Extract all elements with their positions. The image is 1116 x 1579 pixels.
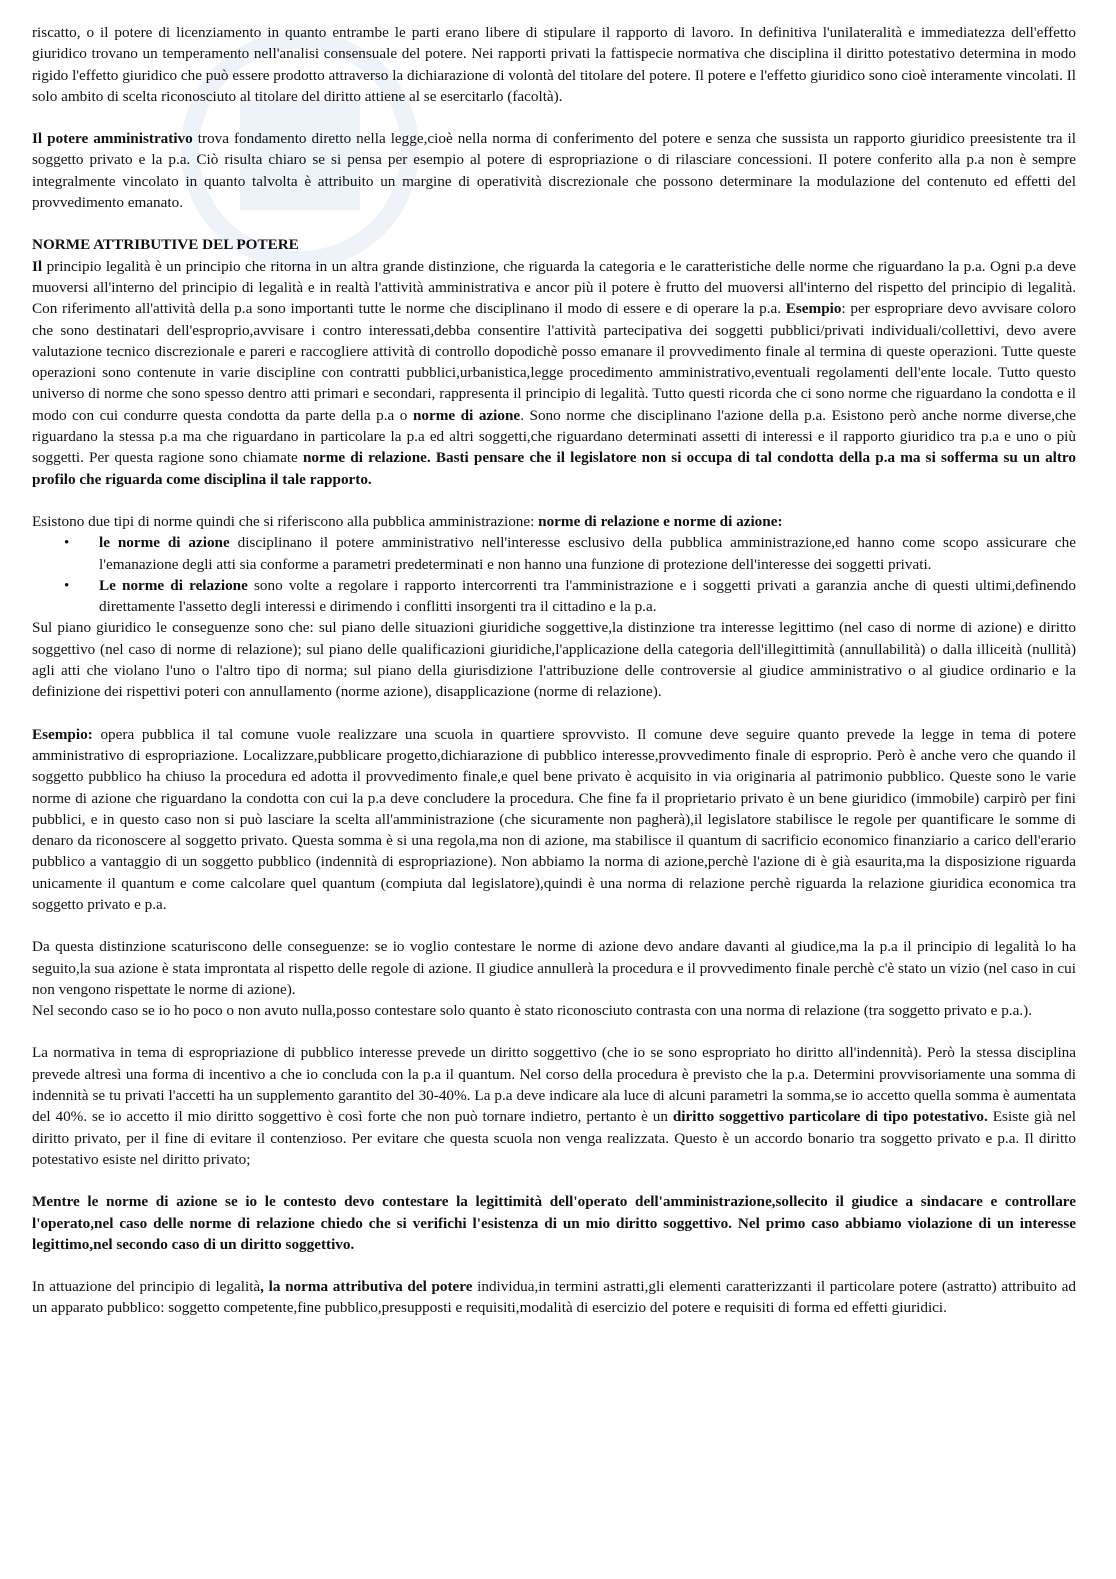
- bold-text: norme di relazione e norme di azione:: [538, 512, 783, 530]
- paragraph-due-tipi-norme: [32, 511, 1076, 532]
- paragraph-piano-giuridico: Sul piano giuridico le conseguenze sono che: sul piano delle situazioni giuridiche soggettive,la distinzione tra interesse legittimo (nel caso di norme di azione) e diritto soggettivo (nel caso di norme di relazione); sul piano delle qualificazioni giuridiche,l'applicazione della categoria dell'illegittimità (annullabilità) o dalla illiceità (nullità) agli atti che violano l'uno o l'altro tipo di norma; sul piano della giurisdizione l'attribuzione delle controversie al giudice amministrativo o al giudice ordinario e la definizione dei rispettivi poteri con annullamento (norme azione), disapplicazione (norme di relazione).: [32, 619, 1076, 701]
- document-page: [32, 22, 1076, 1319]
- section-heading: NORME ATTRIBUTIVE DEL POTERE: [32, 236, 299, 254]
- body-text: La normativa in tema di espropriazione di pubblico interesse prevede un diritto soggettivo (che io se sono espropriato ho diritto all'indennità). Però la stessa disciplina prevede altresì una forma di incentivo a che io concluda con la p.a il quantum. Nel corso della procedura è previsto che la p.a. Determini provvisoriamente una somma di indennità se tu privati l'accetti ha un supplemento garantito del 30-40%. La p.a deve indicare ala luce di alcuni parametri la somma,se io accetto quella somma è aumentata del 40%. se io accetto il mio diritto soggettivo è così forte che non può tornare indietro, pertanto è un: [32, 1044, 1076, 1126]
- paragraph-conseguenze: Da questa distinzione scaturiscono delle conseguenze: se io voglio contestare le norme di azione devo andare davanti al giudice,ma la p.a il principio di legalità lo ha seguito,la sua azione è stata improntata al rispetto delle regole di azione. Il giudice annullerà la procedura e il provvedimento finale perchè c'è stato un vizio (nel caso in cui non vengono rispettate le norme di azione).: [32, 938, 1076, 998]
- bold-text: Esempio: [785, 300, 842, 318]
- bold-text: norme di azione: [412, 406, 521, 424]
- paragraph-espropriazione: [32, 1042, 1076, 1170]
- body-text: individua,in termini astratti,gli elementi caratterizzanti il particolare potere (astratto) attribuito ad un apparato pubblico: soggetto competente,fine pubblico,presupposti e requisiti,modalità di esercizio del potere e requisiti di forma ed effetti giuridici.: [32, 1278, 1076, 1317]
- bold-text: Esempio:: [32, 725, 93, 743]
- body-text: disciplinano il potere amministrativo nell'interesse esclusivo della pubblica amministrazione,ed hanno come scopo assicurare che l'emanazione degli atti sia conforme a parametri predeterminati e non hanno una funzione di protezione dell'interesse dei soggetti privati.: [99, 534, 1076, 573]
- paragraph-potere-amministrativo: [32, 128, 1076, 213]
- bold-text: Il: [32, 257, 43, 275]
- list-item: [32, 575, 1076, 618]
- bold-text: Mentre le norme di azione se io le contesto devo contestare la legittimità dell'operato dell'amministrazione,sollecito il giudice a sindacare e controllare l'operato,nel caso delle norme di relazione chiedo che si verifichi l'esistenza di un mio diritto soggettivo. Nel primo caso abbiamo violazione di un interesse legittimo,nel secondo caso di un diritto soggettivo.: [32, 1193, 1076, 1253]
- bold-text: Le norme di relazione: [99, 576, 248, 594]
- body-text: In attuazione del principio di legalità: [32, 1278, 261, 1296]
- body-text: . Sono norme che disciplinano l'azione della p.a. Esistono però anche norme diverse,che riguardano la stessa p.a ma che riguardano in particolare la p.a ed altri soggetti,che riguardano determinati assetti di interessi e il rapporto giuridico tra p.a e uno o più soggetti. Per questa ragione sono chiamate: [32, 406, 1076, 467]
- bold-text: diritto soggettivo particolare di tipo potestativo.: [672, 1108, 988, 1126]
- paragraph-bold-summary: [32, 1191, 1076, 1255]
- body-text: principio legalità è un principio che ritorna in un altra grande distinzione, che riguarda la categoria e le caratteristiche delle norme che riguardano la p.a. Ogni p.a deve muoversi all'interno del principio di legalità e in realtà l'attività amministrativa e ancor più il potere è frutto del muoversi all'interno del rispetto del principio di legalità. Con riferimento all'attività della p.a sono importanti tutte le norme che disciplinano il modo di essere e di operare la p.a.: [32, 257, 1076, 318]
- paragraph-secondo-caso: Nel secondo caso se io ho poco o non avuto nulla,posso contestare solo quanto è stato riconosciuto contrasta con una norma di relazione (tra soggetto privato e p.a.).: [32, 1002, 1032, 1020]
- norms-bullet-list: [32, 532, 1076, 617]
- bold-text: le norme di azione: [99, 534, 230, 552]
- paragraph-principio-legalita: [32, 256, 1076, 490]
- paragraph-esempio-scuola: [32, 724, 1076, 916]
- bold-text: Il potere amministrativo: [32, 130, 193, 148]
- body-text: opera pubblica il tal comune vuole realizzare una scuola in quartiere sprovvisto. Il comune deve seguire quanto prevede la legge in tema di potere amministrativo di espropriazione. Localizzare,pubblicare progetto,dichiarazione di pubblico interesse,provvedimento finale di esproprio. Però è anche vero che quando il soggetto pubblico ha chiuso la procedura ed adotta il provvedimento finale,e quel bene privato è acquisito in via originaria al patrimonio pubblico. Queste sono le varie norme di azione che riguardano la condotta con cui la p.a deve concludere la procedura. Che fine fa il proprietario privato è un bene giuridico (immobile) carpirò per fini pubblici, e in questo caso non si può lasciare la scelta all'amministrazione (che sicuramente non pagherà),il legislatore stabilisce le regole per quantificare le somme di denaro da riconoscere al soggetto privato. Questa somma è si una regola,ma non di azione, ma stabilisce il quantum di sacrificio economico finanziario a carico dell'erario pubblico a vantaggio di un soggetto pubblico (indennità di espropriazione). Non abbiamo la norma di azione,perchè l'azione di è già esaurita,ma la disposizione riguarda unicamente il quantum e come calcolare quel quantum (compiuta dal legislatore),quindi è una norma di relazione perchè riguarda la relazione giuridica economica tra soggetto privato e p.a.: [32, 725, 1076, 913]
- paragraph-diritto-potestativo: riscatto, o il potere di licenziamento in quanto entrambe le parti erano libere di stipulare il rapporto di lavoro. In definitiva l'unilateralità e immediatezza dell'effetto giuridico trovano un temperamento nell'analisi consensuale del potere. Nei rapporti privati la fattispecie normativa che disciplina il diritto potestativo determina in modo rigido l'effetto giuridico che può essere prodotto attraverso la dichiarazione di volontà del titolare del potere. Il potere e l'effetto giuridico sono cioè interamente vincolati. Il solo ambito di scelta riconosciuto al titolare del diritto attiene al se esercitarlo (facoltà).: [32, 24, 1076, 105]
- list-item: [32, 532, 1076, 575]
- bold-text: norme di relazione. Basti pensare che il legislatore non si occupa di tal condotta della p.a ma si sofferma su un altro profilo che riguarda come disciplina il tale rapporto.: [32, 449, 1076, 488]
- bold-text: , la norma attributiva del potere: [260, 1278, 473, 1296]
- bullet-icon: •: [64, 576, 70, 594]
- body-text: trova fondamento diretto nella legge,cioè nella norma di conferimento del potere e senza che sussista un rapporto giuridico preesistente tra il soggetto privato e la p.a. Ciò risulta chiaro se si pensa per esempio al potere di espropriazione o di rilasciare concessioni. Il potere conferito alla p.a non è sempre integralmente vincolato in quanto talvolta è attribuito un margine di operatività discrezionale che possono determinare la modulazione del contenuto ed effetti del provvedimento emanato.: [32, 130, 1076, 212]
- bullet-icon: •: [64, 534, 70, 552]
- body-text: : per espropriare devo avvisare coloro che sono destinatari dell'esproprio,avvisare i contro interessati,debba consentire l'attività partecipativa dei soggetti pubblici/privati individuali/collettivi, devo avere valutazione tecnico discrezionale e pareri e raccogliere attività di controllo dopodichè posso emanare il provvedimento finale al termina di queste operazioni. Tutte queste operazioni sono contenute in varie discipline con contratti pubblici,urbanistica,legge procedimento amministrativo,eventuali regolamenti dell'ente locale. Tutto questo universo di norme che sono spesso dentro atti primari e secondari, rappresenta il principio di legalità. Tutto questi ricorda che ci sono norme che riguardano la condotta e il modo con cui condurre questa condotta da parte della p.a o: [32, 300, 1076, 424]
- body-text: Esiste già nel diritto privato, per il fine di evitare il contenzioso. Per evitare che questa scuola non venga realizzata. Questo è un accordo bonario tra soggetto privato e p.a. Il diritto potestativo esiste nel diritto privato;: [32, 1108, 1076, 1168]
- paragraph-norma-attributiva: [32, 1276, 1076, 1319]
- body-text: Esistono due tipi di norme quindi che si riferiscono alla pubblica amministrazione:: [32, 512, 539, 530]
- body-text: sono volte a regolare i rapporto intercorrenti tra l'amministrazione e i soggetti privati a garanzia anche di questi ultimi,defìnendo direttamente l'assetto degli interessi e dirimendo i conflitti insorgenti tra il cittadino e la p.a.: [99, 576, 1076, 616]
